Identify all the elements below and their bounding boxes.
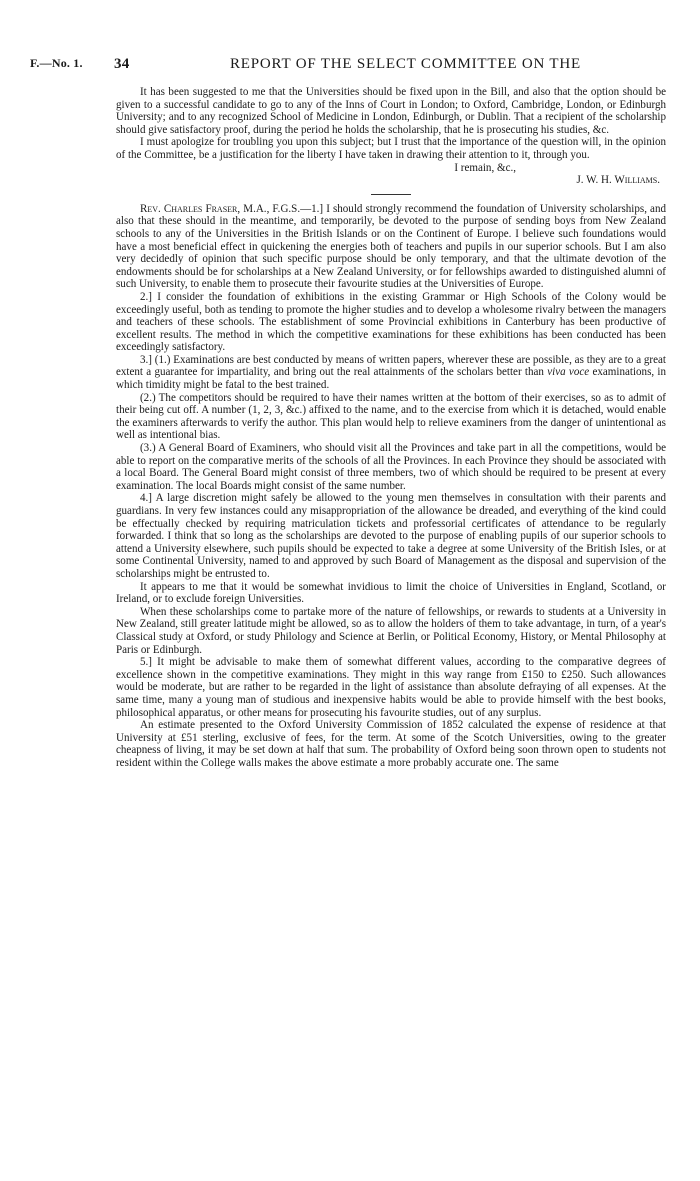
running-title: REPORT OF THE SELECT COMMITTEE ON THE: [230, 56, 581, 72]
fraser-paragraph-5b: An estimate presented to the Oxford University Commission of 1852 calculated the expense of residence at that University at £51 sterling, exclusive of fees, for the term. At some of the Scotch Universities, owing to the greater cheapness of living, it may be set down at half that sum. The probability of Oxford being soon thrown open to students not resident within the College walls makes the above estimate a more probably accurate one. The same: [116, 719, 666, 769]
page-header: [30, 56, 670, 76]
p3a-post: examinations, in which timidity might be fatal to the best trained.: [116, 366, 667, 392]
fraser-paragraph-1: [116, 203, 666, 291]
letter-closing: I remain, &c.,: [454, 161, 516, 174]
fraser-paragraph-5: 5.] It might be advisable to make them of somewhat different values, according to the comparative degrees of excellence shown in the competitive examinations. They might in this way range from £150 to £250. Such allowances would be moderate, but are rather to be regarded in the light of assistance than absolute defraying of all expenses. At the same time, many a young man of studious and inexpensive habits would be able to provide himself with the best books, philosophical apparatus, or other means for prosecuting his favourite studies, out of any surplus.: [116, 656, 666, 719]
paper-reference: F.—No. 1.: [30, 56, 83, 70]
fraser-paragraph-4b: It appears to me that it would be somewhat invidious to limit the choice of Universities in England, Scotland, or Ireland, or to exclude foreign Universities.: [116, 580, 666, 606]
fraser-paragraph-1-text: M.A., F.G.S.—1.] I should strongly recommend the foundation of University scholarships, and also that these should in the meantime, and temporarily, be devoted to the purpose of sending boys from New Zealand schools to any of the Universities in the British Islands or on the Continent of Europe. I believe such foundations would have a most beneficial effect in quickening the energies both of teachers and pupils in our superior schools. But I am also very decidedly of opinion that such specific purpose should be only temporary, and that the ultimate devotion of the endowments should be for scholarships at a New Zealand University, or for fellowships awarded to distinguished alumni of such University, to enable them to prosecute their favourite studies at the Universities of Europe.: [116, 202, 667, 291]
signature-name: J. W. H. Williams.: [576, 174, 660, 187]
letter-paragraph-1: It has been suggested to me that the Universities should be fixed upon in the Bill, and also that the option should be given to a successful candidate to go to any of the Inns of Court in London; to Oxford, Cambridge, London, or Edinburgh University; and to any recognized School of Medicine in London, Edinburgh, or Dublin. That a recipient of the scholarship should give satisfactory proof, during the period he holds the scholarship, that he is prosecuting his studies, &c.: [116, 86, 666, 136]
fraser-paragraph-3-2: (2.) The competitors should be required to have their names written at the bottom of their exercises, so as to admit of their being cut off. A number (1, 2, 3, &c.) affixed to the name, and to the exercise from which it is detached, would enable the examiners afterwards to verify the author. This plan would help to relieve examiners from the danger of unintentional as well as intentional bias.: [116, 391, 666, 442]
section-divider: [371, 194, 411, 195]
page-number: 34: [114, 56, 130, 72]
viva-voce: viva voce: [547, 366, 590, 379]
witness-name: Rev. Charles Fraser,: [140, 202, 241, 215]
fraser-paragraph-3-1: [116, 354, 666, 392]
fraser-paragraph-4c: When these scholarships come to partake more of the nature of fellowships, or rewards to students at a University in New Zealand, still greater latitude might be allowed, so as to allow the holders of them to take advantage, in turn, of a year's Classical study at Oxford, or study Philology and Science at Berlin, or Political Economy, History, or Mental Philosophy at Paris or Edinburgh.: [116, 605, 666, 656]
p3a-pre: 3.] (1.) Examinations are best conducted by means of written papers, wherever these are possible, as they are to a great extent a guarantee for impartiality, and bring out the real attainments of the scholars better than: [116, 353, 666, 379]
fraser-paragraph-4: 4.] A large discretion might safely be allowed to the young men themselves in consultation with their parents and guardians. In very few instances could any misappropriation of the allowance be dreaded, and everything of the kind could be effectually checked by requiring matriculation tickets and professorial certificates of attendance to be regularly forwarded. I think that so long as the scholarships are devoted to the purpose of enabling pupils of our superior schools to attend a University elsewhere, such pupils should be expected to take a degree at some University of the British Isles, or at some Continental University, named to and approved by such Board of Management as the disposal and supervision of the scholarships might be entrusted to.: [116, 492, 666, 580]
fraser-paragraph-2: 2.] I consider the foundation of exhibitions in the existing Grammar or High Schools of the Colony would be exceedingly useful, both as tending to promote the higher studies and to develop a wholesome rivalry between the managers and teachers of these schools. The establishment of some Provincial exhibitions in Canterbury has been productive of excellent results. The method in which the competitive examinations for these exhibitions has been conducted has been exceedingly satisfactory.: [116, 290, 666, 354]
body-text: [116, 86, 666, 769]
letter-paragraph-2: I must apologize for troubling you upon this subject; but I trust that the importance of the question will, in the opinion of the Committee, be a justification for the liberty I have taken in drawing their attention to it, through you.: [116, 136, 666, 161]
letter-signature: [116, 174, 666, 187]
fraser-paragraph-3-3: (3.) A General Board of Examiners, who should visit all the Provinces and take part in all the competitions, would be able to report on the comparative merits of the schools of all the Provinces. In each Province they should be associated with a local Board. The General Board might consist of three members, two of which should be required to be present at every examination. The local Boards might consist of the same number.: [116, 442, 666, 492]
